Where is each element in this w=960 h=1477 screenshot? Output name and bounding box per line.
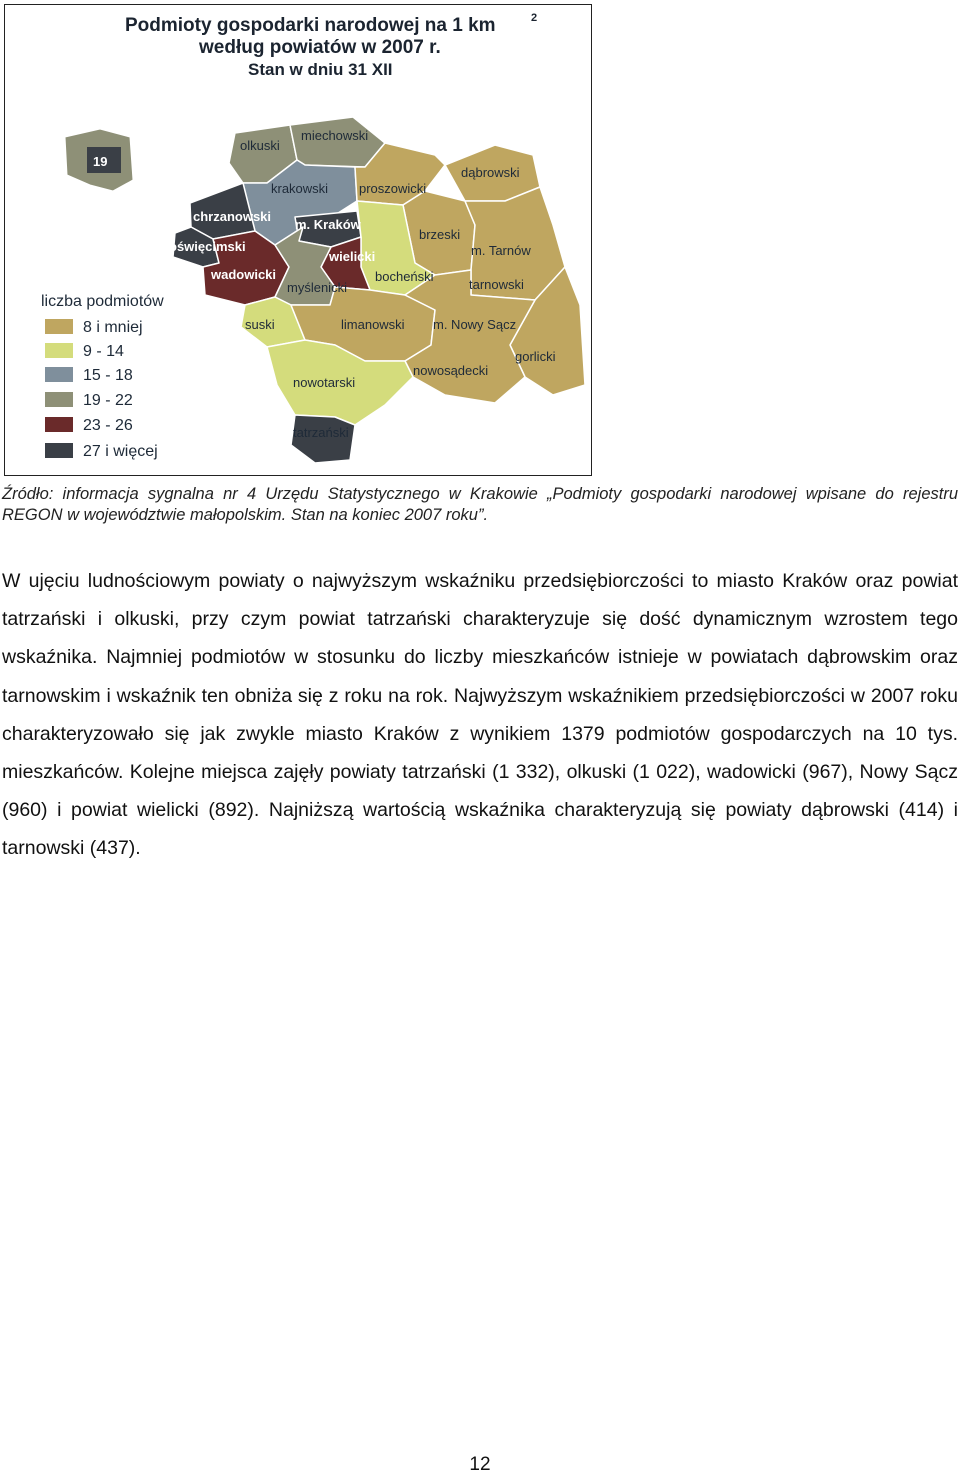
page-number: 12 bbox=[469, 1454, 491, 1475]
legend-item bbox=[45, 367, 133, 384]
legend-item bbox=[45, 319, 143, 336]
label-brzeski: brzeski bbox=[419, 227, 461, 242]
legend-item bbox=[45, 392, 133, 409]
legend-swatch bbox=[45, 392, 73, 407]
figure-source-caption: Źródło: informacja sygnalna nr 4 Urzędu Statystycznego w Krakowie „Podmioty gospodarki narodowej wpisane do rejestru REGON w województwie małopolskim. Stan na koniec 2007 roku”. bbox=[2, 485, 958, 524]
legend-swatch bbox=[45, 417, 73, 432]
label-m-krakow: m. Kraków bbox=[295, 217, 361, 232]
label-miechowski: miechowski bbox=[301, 128, 369, 143]
label-limanowski: limanowski bbox=[341, 317, 405, 332]
label-proszowicki: proszowicki bbox=[359, 181, 427, 196]
label-wadowicki: wadowicki bbox=[211, 267, 277, 282]
label-chrzanowski: chrzanowski bbox=[193, 209, 272, 224]
label-gorlicki: gorlicki bbox=[515, 349, 556, 364]
legend-swatch bbox=[45, 443, 73, 458]
map-title-line1: Podmioty gospodarki narodowej na 1 km bbox=[125, 15, 496, 36]
label-suski: suski bbox=[245, 317, 275, 332]
legend-label: 15 - 18 bbox=[83, 367, 133, 384]
map-title-line3: Stan w dniu 31 XII bbox=[248, 60, 393, 79]
label-nowosadecki: nowosądecki bbox=[413, 363, 489, 378]
legend-title: liczba podmiotów bbox=[41, 293, 164, 310]
label-wielicki: wielicki bbox=[329, 249, 376, 264]
map-svg bbox=[5, 5, 591, 475]
legend-label: 27 i więcej bbox=[83, 443, 158, 460]
map-title-superscript: 2 bbox=[531, 12, 538, 24]
legend-item bbox=[45, 417, 133, 434]
legend-swatch bbox=[45, 319, 73, 334]
legend-swatch bbox=[45, 367, 73, 382]
label-myslenicki: myślenicki bbox=[287, 280, 347, 295]
label-tarnowski: tarnowski bbox=[469, 277, 524, 292]
label-nowotarski: nowotarski bbox=[293, 375, 356, 390]
legend-label: 8 i mniej bbox=[83, 319, 143, 336]
map-figure bbox=[4, 4, 592, 476]
label-bochenski: bocheński bbox=[375, 269, 434, 284]
body-paragraph: W ujęciu ludnościowym powiaty o najwyższym wskaźniku przedsiębiorczości to miasto Kraków oraz powiat tatrzański i olkuski, przy czym powiat tatrzański charakteryzuje się dość dynamicznym wzrostem tego wskaźnika. Najmniej podmiotów w stosunku do liczby mieszkańców istnieje w powiatach dąbrowskim oraz tarnowskim i wskaźnik ten obniża się z roku na rok. Najwyższym wskaźnikiem przedsiębiorczości w 2007 roku charakteryzowało się jak zwykle miasto Kraków z wynikiem 1379 podmiotów gospodarczych na 10 tys. mieszkańców. Kolejne miejsca zajęły powiaty tatrzański (1 332), olkuski (1 022), wadowicki (967), Nowy Sącz (960) i powiat wielicki (892). Najniższą wartością wskaźnika charakteryzują się powiaty dąbrowski (414) i tarnowski (437). bbox=[2, 570, 958, 860]
legend-item bbox=[45, 443, 158, 460]
map-title-line2: według powiatów w 2007 r. bbox=[199, 37, 441, 58]
label-oswiecimski: oświęcimski bbox=[169, 239, 246, 254]
inset-value: 19 bbox=[93, 154, 108, 169]
legend-swatch bbox=[45, 343, 73, 358]
label-olkuski: olkuski bbox=[240, 138, 280, 153]
label-m-nowy-sacz: m. Nowy Sącz bbox=[433, 317, 517, 332]
label-dabrowski: dąbrowski bbox=[461, 165, 520, 180]
label-tatrzanski: tatrzański bbox=[293, 425, 349, 440]
label-krakowski: krakowski bbox=[271, 181, 329, 196]
label-m-tarnow: m. Tarnów bbox=[471, 243, 531, 258]
legend-label: 19 - 22 bbox=[83, 392, 133, 409]
legend-item bbox=[45, 343, 124, 360]
legend-label: 23 - 26 bbox=[83, 417, 133, 434]
legend-label: 9 - 14 bbox=[83, 343, 124, 360]
